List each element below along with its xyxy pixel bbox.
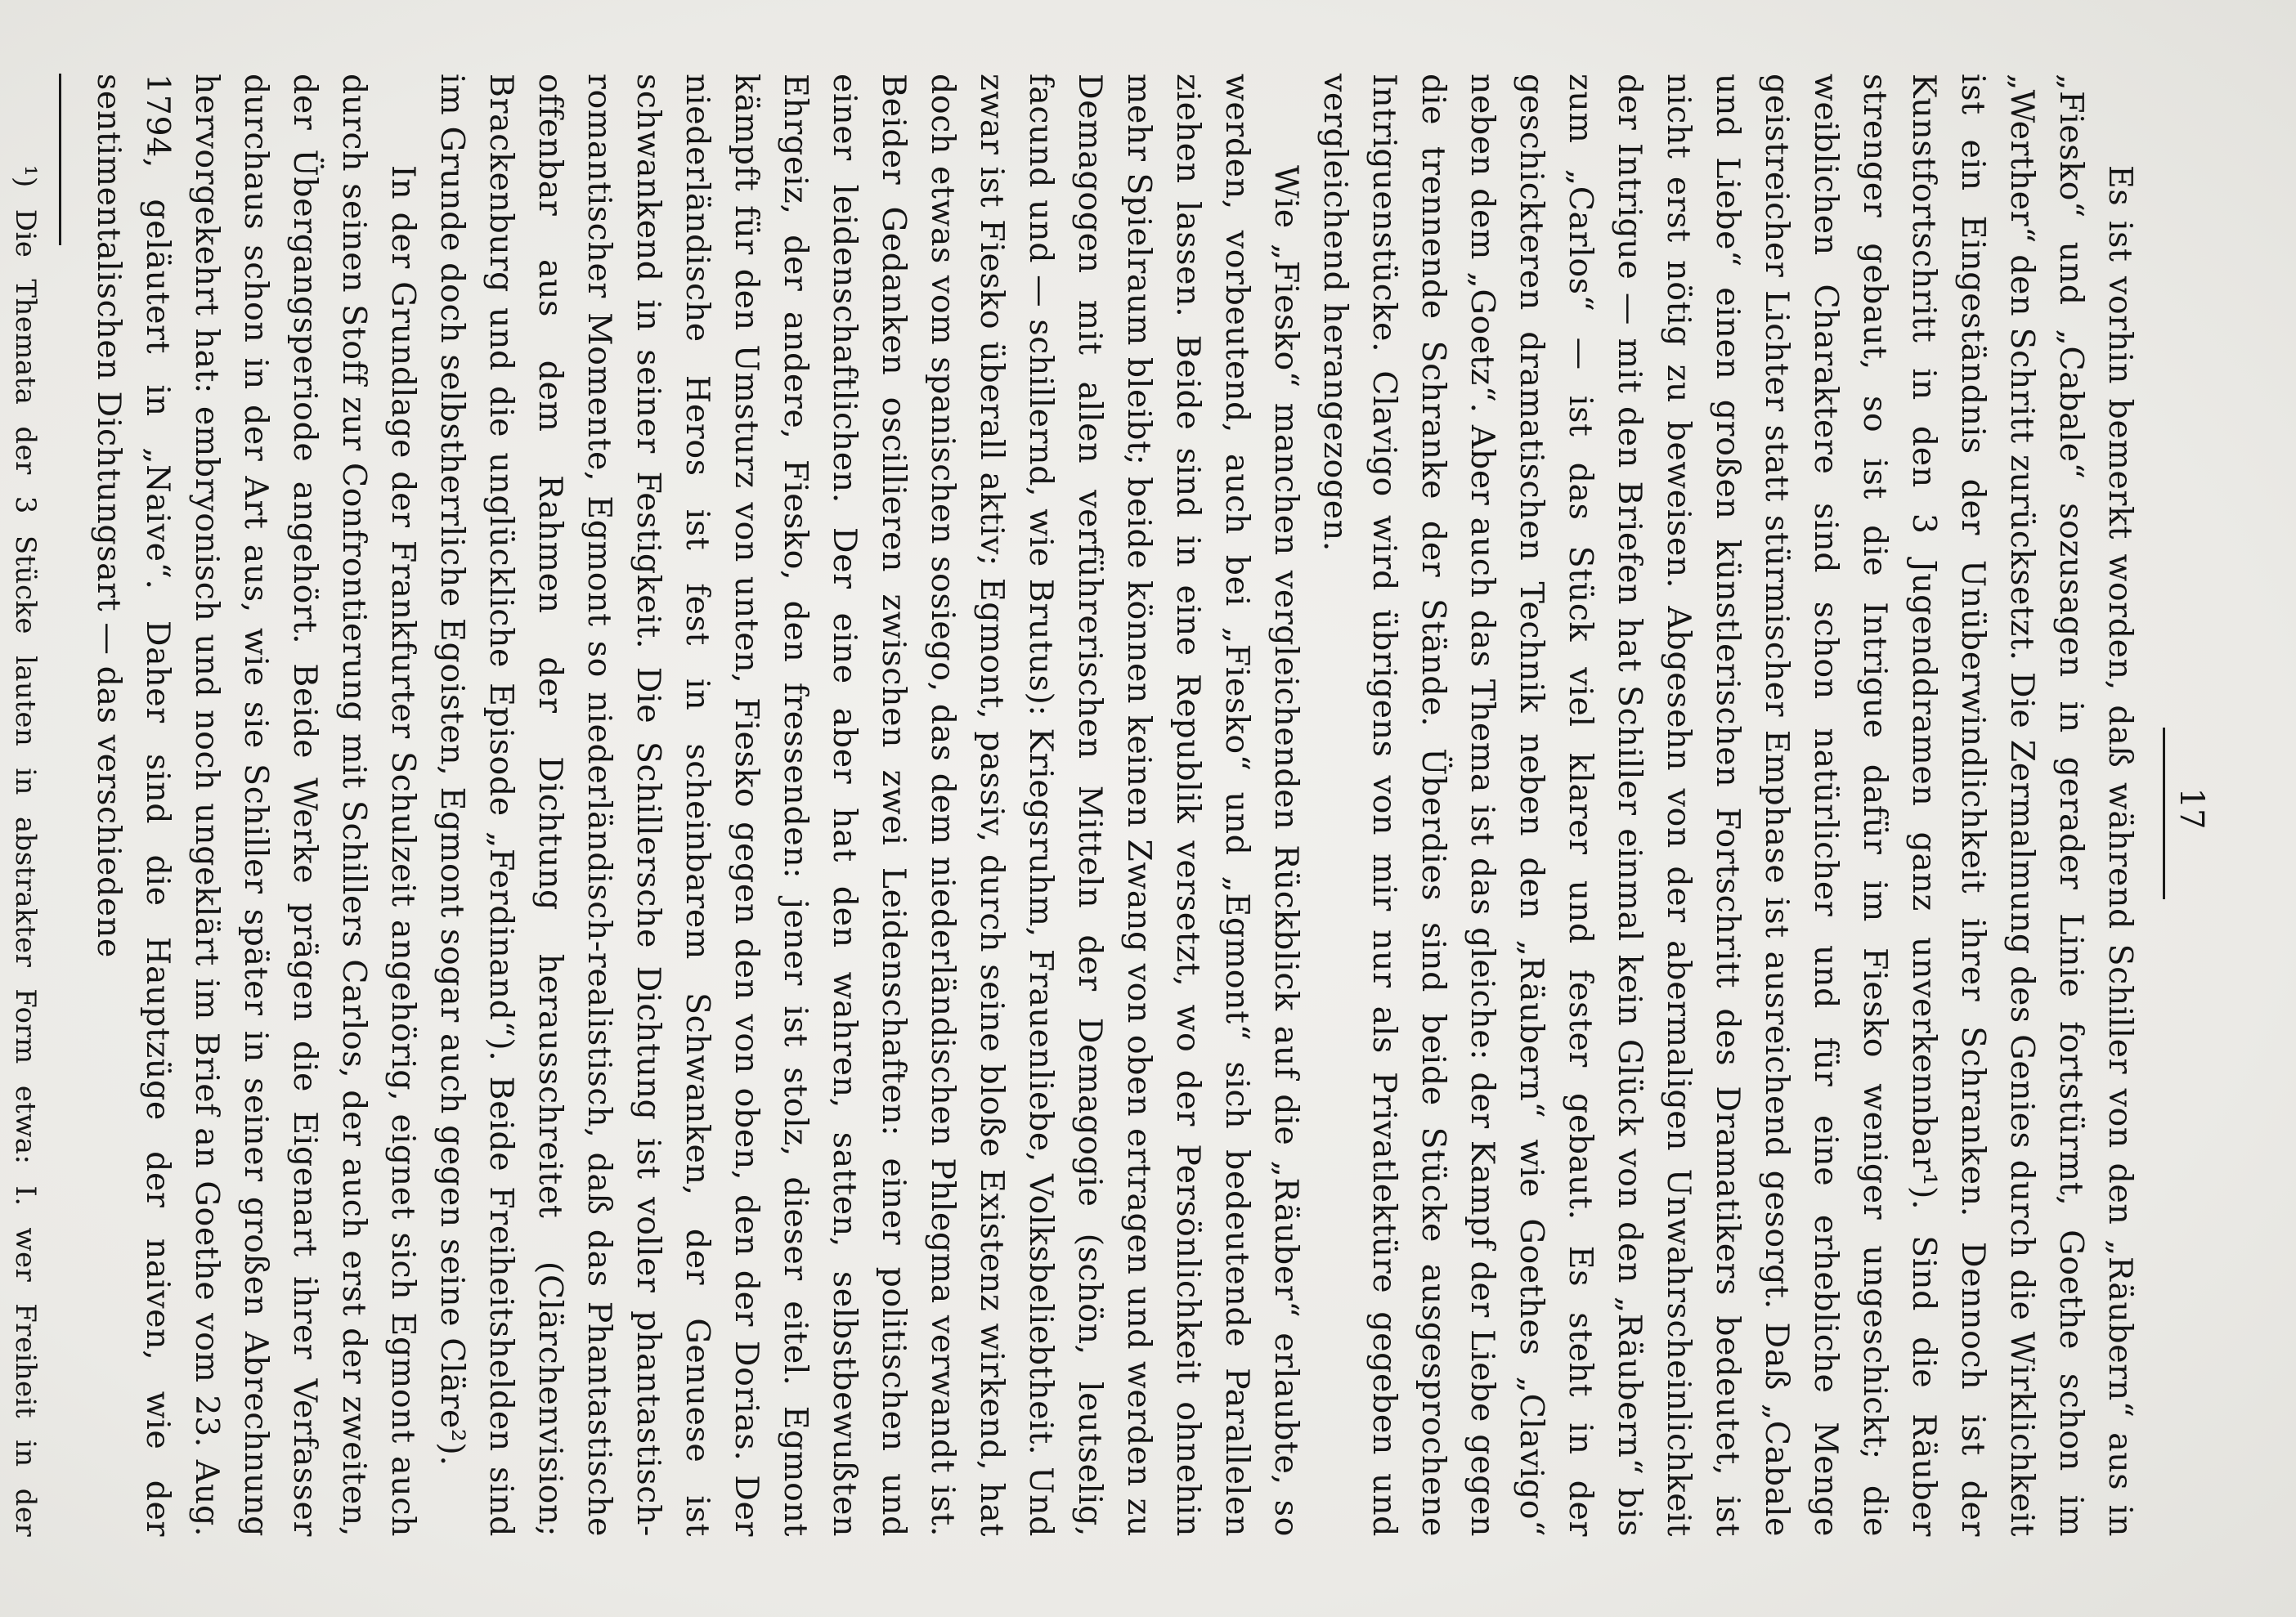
paragraph-3: In der Grundlage der Frankfurter Schulzeit angehörig, eignet sich Egmont auch durch seinen Stoff zur Confrontierung mit Schillers Carlos, der auch erst der zweiten, der Übergangsperiode angehört. Beide Werke prägen die Eigenart ihrer Verfasser durchaus schon in der Art aus, wie sie Schiller später in seiner großen Abrechnung hervorgekehrt hat: embryonisch und noch ungeklärt im Brief an Goethe vom 23. Aug. 1794, geläutert in „Naive“. Daher sind die Hauptzüge der naiven, wie der sentimentalischen Dichtungsart — das verschiedene [90, 74, 422, 1537]
main-text [0, 74, 2145, 1537]
paragraph-1: Es ist vorhin bemerkt worden, daß während Schiller von den „Räubern“ aus in „Fiesko“ und „Cabale“ sozusagen in gerader Linie fortstürmt, Goethe schon im „Werther“ den Schritt zurücksetzt. Die Zermalmung des Genies durch die Wirklichkeit ist ein Eingeständnis der Unüberwindlichkeit ihrer Schranken. Dennoch ist der Kunstfortschritt in den 3 Jugenddramen ganz unverkennbar¹). Sind die Räuber strenger gebaut, so ist die Intrigue dafür im Fiesko weniger ungeschickt; die weiblichen Charaktere sind schon natürlicher und für eine erhebliche Menge geistreicher Lichter statt stürmischer Emphase ist ausreichend gesorgt. Daß „Cabale und Liebe“ einen großen künstlerischen Fortschritt des Dramatikers bedeutet, ist nicht erst nötig zu beweisen. Abgesehn von der abermaligen Unwahrscheinlichkeit der Intrigue — mit den Briefen hat Schiller einmal kein Glück von den „Räubern“ bis zum „Carlos“ — ist das Stück viel klarer und fester gebaut. Es steht in der geschickteren dramatischen Technik neben den „Räubern“ wie Goethes „Clavigo“ neben dem „Goetz“. Aber auch das Thema ist das gleiche: der Kampf der Liebe gegen die trennende Schranke der Stände. Überdies sind beide Stücke ausgesprochene Intriguenstücke. Clavigo wird übrigens von mir nur als Privatlektüre gegeben und vergleichend herangezogen. [1316, 74, 2139, 1537]
paragraph-2: Wie „Fiesko“ manchen vergleichenden Rückblick auf die „Räuber“ erlaubte, so werden, vorbeutend, auch bei „Fiesko“ und „Egmont“ sich bedeutende Parallelen ziehen lassen. Beide sind in eine Republik versetzt, wo der Persönlichkeit ohnehin mehr Spielraum bleibt; beide können keinen Zwang von oben ertragen und werden zu Demagogen mit allen verführerischen Mitteln der Demagogie (schön, leutselig, facund und — schillernd, wie Brutus): Kriegsruhm, Frauenliebe, Volksbeliebtheit. Und zwar ist Fiesko überall aktiv; Egmont, passiv, durch seine bloße Existenz wirkend, hat doch etwas vom spanischen sosiego, das dem niederländischen Phlegma verwandt ist. Beider Gedanken oscillieren zwischen zwei Leidenschaften: einer politischen und einer leidenschaftlichen. Der eine aber hat den wahren, satten, selbstbewußten Ehrgeiz, der andere, Fiesko, den fressenden: jener ist stolz, dieser eitel. Egmont kämpft für den Umsturz von unten, Fiesko gegen den von oben, den der Dorias. Der niederländische Heros ist fest in scheinbarem Schwanken, der Genuese ist schwankend in seiner Festigkeit. Die Schillersche Dichtung ist voller phantastisch-romantischer Momente, Egmont so niederländisch-realistisch, daß das Phantastische offenbar aus dem Rahmen der Dichtung herausschreitet (Clärchenvision; Brackenburg und die unglückliche Episode „Ferdinand“). Beide Freiheitshelden sind im Grunde doch selbstherrliche Egoisten, Egmont sogar auch gegen seine Cläre²). [433, 74, 1305, 1537]
header-rule [2163, 728, 2165, 899]
footnote-rule [59, 74, 61, 245]
footnotes [0, 74, 46, 1537]
footnote-1: ¹) Die Themata der 3 Stücke lauten in abstrakter Form etwa: I. wer Freiheit in der [9, 165, 42, 1537]
page-number: 17 [2173, 787, 2210, 830]
